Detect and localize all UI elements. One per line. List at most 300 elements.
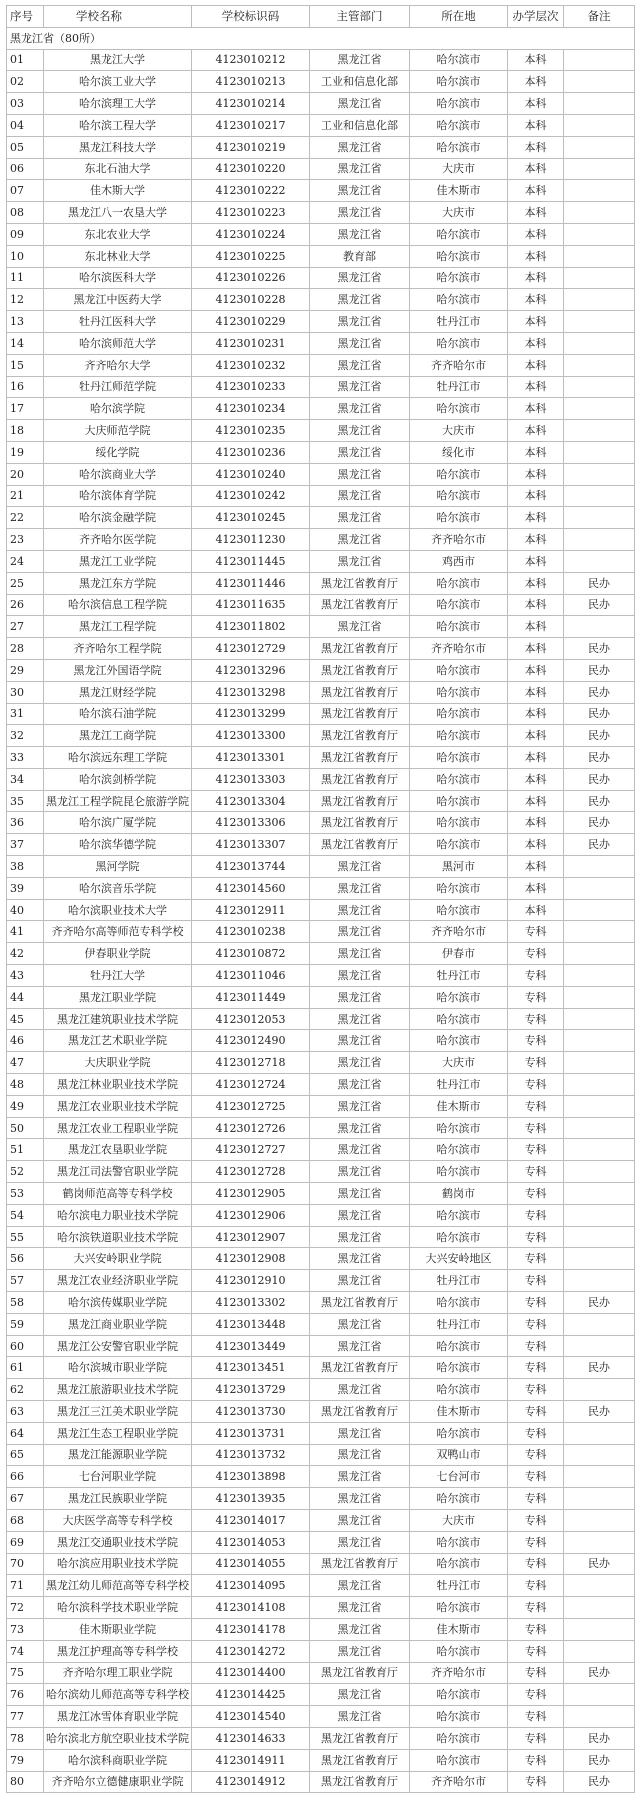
cell-note: [564, 877, 635, 899]
column-header-seq: 序号: [7, 6, 44, 28]
cell-city: 双鸭山市: [410, 1444, 508, 1466]
table-row: [7, 1422, 635, 1444]
table-row: [7, 529, 635, 551]
table-row: [7, 354, 635, 376]
cell-level: 专科: [508, 1706, 564, 1728]
table-row: [7, 899, 635, 921]
table-row: [7, 1379, 635, 1401]
cell-city: 哈尔滨市: [410, 71, 508, 93]
cell-city: 齐齐哈尔市: [410, 529, 508, 551]
cell-dept: 黑龙江省: [310, 1444, 410, 1466]
cell-note: [564, 1379, 635, 1401]
table-row: [7, 834, 635, 856]
cell-city: 哈尔滨市: [410, 834, 508, 856]
cell-name: 哈尔滨科学技术职业学院: [44, 1597, 192, 1619]
cell-code: 4123012727: [192, 1139, 310, 1161]
cell-city: 哈尔滨市: [410, 1008, 508, 1030]
cell-city: 哈尔滨市: [410, 1226, 508, 1248]
cell-code: 4123013299: [192, 703, 310, 725]
cell-dept: 黑龙江省: [310, 1204, 410, 1226]
cell-name: 哈尔滨华德学院: [44, 834, 192, 856]
cell-name: 齐齐哈尔工程学院: [44, 638, 192, 660]
cell-note: 民办: [564, 1749, 635, 1771]
cell-dept: 黑龙江省教育厅: [310, 812, 410, 834]
cell-dept: 黑龙江省: [310, 398, 410, 420]
cell-city: 牡丹江市: [410, 1074, 508, 1096]
cell-name: 黑河学院: [44, 856, 192, 878]
cell-code: 4123014912: [192, 1771, 310, 1793]
cell-code: 4123014560: [192, 877, 310, 899]
cell-city: 哈尔滨市: [410, 1727, 508, 1749]
cell-code: 4123010236: [192, 441, 310, 463]
cell-code: 4123011449: [192, 986, 310, 1008]
cell-name: 黑龙江财经学院: [44, 681, 192, 703]
table-body: [7, 27, 635, 1793]
cell-city: 哈尔滨市: [410, 594, 508, 616]
cell-city: 哈尔滨市: [410, 507, 508, 529]
cell-dept: 黑龙江省教育厅: [310, 1771, 410, 1793]
cell-note: [564, 1052, 635, 1074]
cell-name: 黑龙江八一农垦大学: [44, 202, 192, 224]
cell-level: 专科: [508, 1575, 564, 1597]
cell-note: [564, 93, 635, 115]
cell-city: 哈尔滨市: [410, 812, 508, 834]
cell-code: 4123010213: [192, 71, 310, 93]
cell-dept: 黑龙江省: [310, 1095, 410, 1117]
cell-city: 伊春市: [410, 943, 508, 965]
cell-code: 4123012908: [192, 1248, 310, 1270]
table-row: [7, 1095, 635, 1117]
cell-code: 4123012905: [192, 1183, 310, 1205]
cell-city: 哈尔滨市: [410, 1161, 508, 1183]
table-row: [7, 267, 635, 289]
cell-name: 佳木斯大学: [44, 180, 192, 202]
cell-level: 本科: [508, 354, 564, 376]
cell-city: 哈尔滨市: [410, 986, 508, 1008]
cell-code: 4123012053: [192, 1008, 310, 1030]
cell-dept: 黑龙江省: [310, 856, 410, 878]
cell-seq: 41: [7, 921, 44, 943]
cell-dept: 黑龙江省教育厅: [310, 703, 410, 725]
cell-code: 4123011635: [192, 594, 310, 616]
cell-name: 齐齐哈尔立德健康职业学院: [44, 1771, 192, 1793]
cell-city: 哈尔滨市: [410, 877, 508, 899]
cell-city: 哈尔滨市: [410, 463, 508, 485]
cell-level: 专科: [508, 1379, 564, 1401]
cell-code: 4123012906: [192, 1204, 310, 1226]
cell-level: 专科: [508, 1618, 564, 1640]
cell-name: 哈尔滨体育学院: [44, 485, 192, 507]
cell-level: 专科: [508, 1401, 564, 1423]
cell-code: 4123013731: [192, 1422, 310, 1444]
table-row: [7, 1531, 635, 1553]
cell-dept: 黑龙江省: [310, 1422, 410, 1444]
cell-note: [564, 1509, 635, 1531]
cell-seq: 03: [7, 93, 44, 115]
cell-dept: 黑龙江省: [310, 943, 410, 965]
cell-level: 本科: [508, 311, 564, 333]
cell-city: 大庆市: [410, 1052, 508, 1074]
cell-seq: 80: [7, 1771, 44, 1793]
cell-city: 哈尔滨市: [410, 49, 508, 71]
cell-note: 民办: [564, 725, 635, 747]
table-row: [7, 1161, 635, 1183]
table-row: [7, 638, 635, 660]
cell-note: [564, 1335, 635, 1357]
cell-level: 本科: [508, 93, 564, 115]
cell-city: 哈尔滨市: [410, 572, 508, 594]
cell-city: 哈尔滨市: [410, 1684, 508, 1706]
cell-city: 哈尔滨市: [410, 1488, 508, 1510]
cell-name: 黑龙江外国语学院: [44, 659, 192, 681]
cell-code: 4123012726: [192, 1117, 310, 1139]
cell-name: 哈尔滨石油学院: [44, 703, 192, 725]
cell-name: 大兴安岭职业学院: [44, 1248, 192, 1270]
cell-note: 民办: [564, 681, 635, 703]
cell-name: 哈尔滨信息工程学院: [44, 594, 192, 616]
cell-level: 专科: [508, 1597, 564, 1619]
cell-code: 4123011046: [192, 965, 310, 987]
cell-note: 民办: [564, 1292, 635, 1314]
cell-code: 4123014017: [192, 1509, 310, 1531]
cell-city: 哈尔滨市: [410, 1335, 508, 1357]
cell-note: [564, 1422, 635, 1444]
table-row: [7, 681, 635, 703]
cell-city: 哈尔滨市: [410, 1139, 508, 1161]
table-row: [7, 441, 635, 463]
table-row: [7, 202, 635, 224]
cell-note: [564, 463, 635, 485]
cell-seq: 79: [7, 1749, 44, 1771]
cell-seq: 21: [7, 485, 44, 507]
table-row: [7, 420, 635, 442]
table-row: [7, 1292, 635, 1314]
table-row: [7, 311, 635, 333]
cell-seq: 30: [7, 681, 44, 703]
cell-name: 哈尔滨远东理工学院: [44, 747, 192, 769]
cell-note: [564, 1313, 635, 1335]
cell-name: 齐齐哈尔理工职业学院: [44, 1662, 192, 1684]
cell-code: 4123012728: [192, 1161, 310, 1183]
cell-dept: 黑龙江省教育厅: [310, 725, 410, 747]
header-row: [7, 6, 635, 28]
cell-city: 哈尔滨市: [410, 1117, 508, 1139]
table-row: [7, 1684, 635, 1706]
cell-dept: 黑龙江省: [310, 1466, 410, 1488]
cell-note: 民办: [564, 1553, 635, 1575]
cell-note: [564, 1575, 635, 1597]
cell-name: 鹤岗师范高等专科学校: [44, 1183, 192, 1205]
table-row: [7, 1204, 635, 1226]
table-row: [7, 71, 635, 93]
table-row: [7, 245, 635, 267]
cell-note: [564, 332, 635, 354]
cell-name: 黑龙江工业学院: [44, 550, 192, 572]
cell-note: [564, 856, 635, 878]
table-row: [7, 1270, 635, 1292]
cell-dept: 黑龙江省教育厅: [310, 659, 410, 681]
cell-level: 本科: [508, 725, 564, 747]
cell-seq: 75: [7, 1662, 44, 1684]
cell-name: 黑龙江林业职业技术学院: [44, 1074, 192, 1096]
cell-dept: 黑龙江省: [310, 1030, 410, 1052]
cell-note: 民办: [564, 703, 635, 725]
cell-code: 4123013730: [192, 1401, 310, 1423]
cell-seq: 26: [7, 594, 44, 616]
table-row: [7, 812, 635, 834]
table-row: [7, 1313, 635, 1335]
cell-level: 专科: [508, 1444, 564, 1466]
cell-seq: 58: [7, 1292, 44, 1314]
cell-level: 本科: [508, 376, 564, 398]
cell-level: 本科: [508, 681, 564, 703]
cell-code: 4123012718: [192, 1052, 310, 1074]
cell-seq: 77: [7, 1706, 44, 1728]
cell-note: 民办: [564, 659, 635, 681]
table-row: [7, 1139, 635, 1161]
cell-dept: 黑龙江省: [310, 1183, 410, 1205]
cell-city: 哈尔滨市: [410, 703, 508, 725]
cell-seq: 73: [7, 1618, 44, 1640]
cell-note: [564, 1095, 635, 1117]
cell-seq: 69: [7, 1531, 44, 1553]
cell-level: 本科: [508, 202, 564, 224]
cell-dept: 黑龙江省: [310, 1640, 410, 1662]
cell-level: 专科: [508, 1357, 564, 1379]
cell-dept: 黑龙江省: [310, 136, 410, 158]
cell-name: 哈尔滨传媒职业学院: [44, 1292, 192, 1314]
cell-dept: 黑龙江省教育厅: [310, 834, 410, 856]
cell-seq: 33: [7, 747, 44, 769]
cell-city: 黑河市: [410, 856, 508, 878]
column-header-name: 学校名称: [44, 6, 192, 28]
cell-code: 4123013898: [192, 1466, 310, 1488]
cell-note: [564, 1640, 635, 1662]
cell-dept: 黑龙江省教育厅: [310, 1401, 410, 1423]
cell-dept: 黑龙江省: [310, 1575, 410, 1597]
cell-name: 黑龙江商业职业学院: [44, 1313, 192, 1335]
table-row: [7, 1401, 635, 1423]
cell-note: [564, 550, 635, 572]
cell-code: 4123014540: [192, 1706, 310, 1728]
cell-note: [564, 1008, 635, 1030]
cell-code: 4123011230: [192, 529, 310, 551]
cell-seq: 38: [7, 856, 44, 878]
cell-code: 4123013303: [192, 768, 310, 790]
cell-level: 专科: [508, 986, 564, 1008]
cell-note: [564, 1204, 635, 1226]
cell-code: 4123013307: [192, 834, 310, 856]
cell-level: 专科: [508, 921, 564, 943]
cell-city: 哈尔滨市: [410, 790, 508, 812]
cell-note: [564, 943, 635, 965]
cell-level: 专科: [508, 1248, 564, 1270]
cell-city: 齐齐哈尔市: [410, 1662, 508, 1684]
cell-level: 本科: [508, 332, 564, 354]
cell-code: 4123012490: [192, 1030, 310, 1052]
cell-code: 4123010219: [192, 136, 310, 158]
cell-seq: 56: [7, 1248, 44, 1270]
cell-seq: 04: [7, 114, 44, 136]
cell-city: 哈尔滨市: [410, 1204, 508, 1226]
cell-seq: 35: [7, 790, 44, 812]
cell-dept: 黑龙江省: [310, 441, 410, 463]
cell-name: 黑龙江三江美术职业学院: [44, 1401, 192, 1423]
cell-name: 黑龙江护理高等专科学校: [44, 1640, 192, 1662]
cell-seq: 05: [7, 136, 44, 158]
cell-dept: 黑龙江省: [310, 1618, 410, 1640]
cell-seq: 51: [7, 1139, 44, 1161]
cell-city: 大庆市: [410, 202, 508, 224]
cell-note: [564, 1706, 635, 1728]
cell-dept: 黑龙江省: [310, 1531, 410, 1553]
cell-name: 黑龙江东方学院: [44, 572, 192, 594]
cell-city: 鸡西市: [410, 550, 508, 572]
cell-level: 专科: [508, 1095, 564, 1117]
cell-code: 4123013744: [192, 856, 310, 878]
cell-dept: 黑龙江省: [310, 1270, 410, 1292]
cell-note: [564, 1161, 635, 1183]
cell-level: 本科: [508, 267, 564, 289]
cell-level: 本科: [508, 114, 564, 136]
cell-note: [564, 441, 635, 463]
cell-city: 哈尔滨市: [410, 1379, 508, 1401]
cell-dept: 黑龙江省教育厅: [310, 1727, 410, 1749]
cell-note: 民办: [564, 638, 635, 660]
column-header-level: 办学层次: [508, 6, 564, 28]
cell-dept: 黑龙江省教育厅: [310, 768, 410, 790]
cell-name: 哈尔滨铁道职业技术学院: [44, 1226, 192, 1248]
cell-code: 4123012729: [192, 638, 310, 660]
cell-level: 本科: [508, 834, 564, 856]
cell-note: [564, 311, 635, 333]
cell-name: 哈尔滨医科大学: [44, 267, 192, 289]
table-row: [7, 986, 635, 1008]
cell-dept: 黑龙江省教育厅: [310, 638, 410, 660]
table-row: [7, 965, 635, 987]
cell-name: 哈尔滨电力职业技术学院: [44, 1204, 192, 1226]
cell-city: 哈尔滨市: [410, 114, 508, 136]
table-row: [7, 616, 635, 638]
cell-note: [564, 986, 635, 1008]
table-row: [7, 1640, 635, 1662]
cell-seq: 23: [7, 529, 44, 551]
cell-seq: 29: [7, 659, 44, 681]
cell-code: 4123010238: [192, 921, 310, 943]
cell-level: 本科: [508, 572, 564, 594]
cell-city: 齐齐哈尔市: [410, 354, 508, 376]
cell-name: 哈尔滨音乐学院: [44, 877, 192, 899]
cell-level: 专科: [508, 1226, 564, 1248]
cell-level: 本科: [508, 877, 564, 899]
cell-city: 大庆市: [410, 1509, 508, 1531]
cell-name: 黑龙江公安警官职业学院: [44, 1335, 192, 1357]
cell-seq: 07: [7, 180, 44, 202]
table-row: [7, 943, 635, 965]
cell-level: 专科: [508, 1531, 564, 1553]
cell-seq: 34: [7, 768, 44, 790]
cell-dept: 黑龙江省: [310, 1052, 410, 1074]
cell-name: 黑龙江生态工程职业学院: [44, 1422, 192, 1444]
cell-note: 民办: [564, 812, 635, 834]
cell-code: 4123011446: [192, 572, 310, 594]
cell-level: 本科: [508, 136, 564, 158]
cell-name: 黑龙江司法警官职业学院: [44, 1161, 192, 1183]
cell-note: [564, 616, 635, 638]
cell-seq: 31: [7, 703, 44, 725]
cell-level: 专科: [508, 1139, 564, 1161]
cell-dept: 黑龙江省: [310, 289, 410, 311]
cell-seq: 13: [7, 311, 44, 333]
cell-seq: 46: [7, 1030, 44, 1052]
cell-note: [564, 1531, 635, 1553]
table-row: [7, 877, 635, 899]
cell-seq: 12: [7, 289, 44, 311]
table-row: [7, 1183, 635, 1205]
cell-note: 民办: [564, 1771, 635, 1793]
table-row: [7, 1074, 635, 1096]
cell-city: 绥化市: [410, 441, 508, 463]
table-row: [7, 1706, 635, 1728]
cell-note: [564, 1139, 635, 1161]
cell-dept: 黑龙江省教育厅: [310, 1292, 410, 1314]
cell-seq: 02: [7, 71, 44, 93]
cell-code: 4123012725: [192, 1095, 310, 1117]
table-row: [7, 572, 635, 594]
cell-note: [564, 1618, 635, 1640]
cell-name: 大庆医学高等专科学校: [44, 1509, 192, 1531]
cell-name: 黑龙江旅游职业技术学院: [44, 1379, 192, 1401]
cell-dept: 黑龙江省: [310, 965, 410, 987]
cell-level: 专科: [508, 1466, 564, 1488]
cell-name: 哈尔滨剑桥学院: [44, 768, 192, 790]
cell-city: 哈尔滨市: [410, 899, 508, 921]
cell-note: [564, 245, 635, 267]
cell-note: [564, 354, 635, 376]
cell-city: 哈尔滨市: [410, 398, 508, 420]
cell-level: 专科: [508, 1052, 564, 1074]
cell-name: 绥化学院: [44, 441, 192, 463]
cell-note: [564, 1597, 635, 1619]
cell-code: 4123013301: [192, 747, 310, 769]
cell-dept: 黑龙江省: [310, 354, 410, 376]
cell-level: 专科: [508, 1161, 564, 1183]
cell-name: 哈尔滨学院: [44, 398, 192, 420]
cell-dept: 黑龙江省: [310, 529, 410, 551]
cell-city: 牡丹江市: [410, 965, 508, 987]
cell-note: 民办: [564, 768, 635, 790]
cell-note: 民办: [564, 1662, 635, 1684]
cell-dept: 黑龙江省: [310, 1335, 410, 1357]
cell-city: 哈尔滨市: [410, 1640, 508, 1662]
table-row: [7, 1553, 635, 1575]
cell-level: 专科: [508, 1727, 564, 1749]
table-row: [7, 856, 635, 878]
cell-note: [564, 1226, 635, 1248]
table-row: [7, 114, 635, 136]
cell-note: [564, 1684, 635, 1706]
cell-name: 哈尔滨科商职业学院: [44, 1749, 192, 1771]
cell-name: 黑龙江工程学院昆仑旅游学院: [44, 790, 192, 812]
cell-name: 东北石油大学: [44, 158, 192, 180]
cell-dept: 黑龙江省教育厅: [310, 790, 410, 812]
cell-dept: 黑龙江省: [310, 1117, 410, 1139]
cell-name: 黑龙江能源职业学院: [44, 1444, 192, 1466]
table-row: [7, 485, 635, 507]
table-row: [7, 1335, 635, 1357]
cell-level: 专科: [508, 1074, 564, 1096]
cell-name: 齐齐哈尔高等师范专科学校: [44, 921, 192, 943]
